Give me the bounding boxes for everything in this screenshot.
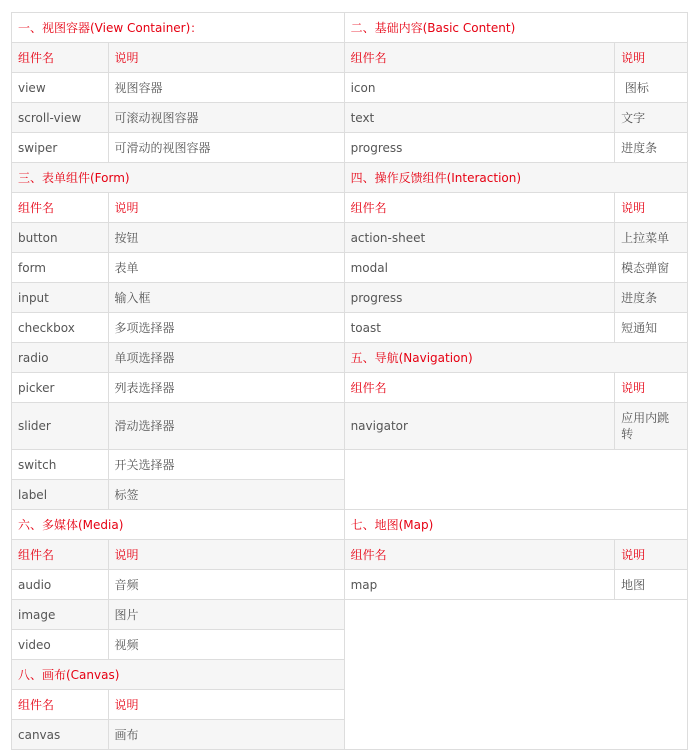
component-desc: 文字 — [615, 103, 687, 133]
component-desc: 地图 — [615, 570, 687, 600]
component-name: view — [12, 73, 108, 103]
component-desc: 可滚动视图容器 — [108, 103, 344, 133]
component-desc: 进度条 — [615, 283, 687, 313]
component-name: modal — [345, 253, 615, 283]
component-name: scroll-view — [12, 103, 108, 133]
component-name: action-sheet — [345, 223, 615, 253]
component-name: checkbox — [12, 313, 108, 343]
component-name: progress — [345, 283, 615, 313]
column-header-name: 组件名 — [345, 193, 615, 223]
table-row — [345, 133, 687, 163]
component-desc: 图片 — [108, 600, 344, 630]
component-desc: 单项选择器 — [108, 343, 344, 373]
component-name: progress — [345, 133, 615, 163]
basic-content-table — [345, 13, 687, 163]
column-header-desc: 说明 — [615, 373, 687, 403]
column-header-name: 组件名 — [345, 540, 615, 570]
component-desc: 表单 — [108, 253, 344, 283]
column-header-name: 组件名 — [12, 43, 108, 73]
component-desc: 画布 — [108, 720, 344, 750]
component-desc: 标签 — [108, 480, 344, 510]
table-row — [12, 343, 344, 373]
table-row — [345, 283, 687, 313]
component-name: navigator — [345, 403, 615, 450]
table-row — [345, 103, 687, 133]
column-header-name: 组件名 — [345, 43, 615, 73]
left-column-top — [12, 13, 345, 510]
table-row — [12, 73, 344, 103]
column-header-desc: 说明 — [108, 540, 344, 570]
component-name: audio — [12, 570, 108, 600]
component-name: text — [345, 103, 615, 133]
component-name: label — [12, 480, 108, 510]
table-row — [345, 73, 687, 103]
table-row — [345, 403, 687, 450]
component-desc: 按钮 — [108, 223, 344, 253]
view-container-table — [12, 13, 344, 163]
table-row — [12, 630, 344, 660]
section-title: 五、导航(Navigation) — [345, 343, 687, 373]
component-name: radio — [12, 343, 108, 373]
component-name: map — [345, 570, 615, 600]
table-row — [12, 313, 344, 343]
component-name: slider — [12, 403, 108, 450]
component-desc: 上拉菜单 — [615, 223, 687, 253]
column-header-name: 组件名 — [12, 690, 108, 720]
navigation-table — [345, 343, 687, 450]
table-row — [12, 283, 344, 313]
component-desc: 多项选择器 — [108, 313, 344, 343]
section-title: 三、表单组件(Form) — [12, 163, 344, 193]
table-row — [12, 403, 344, 450]
component-name: button — [12, 223, 108, 253]
component-name: image — [12, 600, 108, 630]
component-name: input — [12, 283, 108, 313]
column-header-desc: 说明 — [108, 193, 344, 223]
table-row — [12, 103, 344, 133]
column-header-name: 组件名 — [12, 193, 108, 223]
component-desc: 视频 — [108, 630, 344, 660]
column-header-name: 组件名 — [12, 540, 108, 570]
component-desc: 列表选择器 — [108, 373, 344, 403]
table-row — [12, 223, 344, 253]
section-title: 八、画布(Canvas) — [12, 660, 344, 690]
left-column-bottom — [12, 510, 345, 750]
column-header-desc: 说明 — [615, 43, 687, 73]
table-row — [12, 133, 344, 163]
table-row — [12, 253, 344, 283]
column-header-desc: 说明 — [615, 540, 687, 570]
map-table — [345, 510, 687, 600]
right-column-bottom — [344, 510, 687, 750]
component-desc: 开关选择器 — [108, 450, 344, 480]
component-desc: 输入框 — [108, 283, 344, 313]
component-desc: 应用内跳转 — [615, 403, 687, 450]
component-desc: 模态弹窗 — [615, 253, 687, 283]
component-name: form — [12, 253, 108, 283]
table-row — [12, 570, 344, 600]
component-overview-table — [11, 12, 688, 750]
component-name: swiper — [12, 133, 108, 163]
media-table — [12, 510, 344, 660]
table-row — [12, 600, 344, 630]
component-desc: 视图容器 — [108, 73, 344, 103]
component-desc: 进度条 — [615, 133, 687, 163]
component-name: picker — [12, 373, 108, 403]
section-title: 一、视图容器(View Container)： — [12, 13, 344, 43]
column-header-name: 组件名 — [345, 373, 615, 403]
component-name: toast — [345, 313, 615, 343]
table-row — [12, 480, 344, 510]
section-title: 六、多媒体(Media) — [12, 510, 344, 540]
section-title: 二、基础内容(Basic Content) — [345, 13, 687, 43]
section-title: 四、操作反馈组件(Interaction) — [345, 163, 687, 193]
right-column-top — [344, 13, 687, 510]
table-row — [12, 720, 344, 750]
form-table — [12, 163, 344, 509]
table-row — [345, 223, 687, 253]
table-row — [12, 450, 344, 480]
section-title: 七、地图(Map) — [345, 510, 687, 540]
table-row — [345, 253, 687, 283]
column-header-desc: 说明 — [108, 43, 344, 73]
interaction-table — [345, 163, 687, 343]
table-row — [345, 570, 687, 600]
table-row — [345, 313, 687, 343]
table-row — [12, 373, 344, 403]
component-name: icon — [345, 73, 615, 103]
column-header-desc: 说明 — [615, 193, 687, 223]
component-name: canvas — [12, 720, 108, 750]
component-desc: 滑动选择器 — [108, 403, 344, 450]
column-header-desc: 说明 — [108, 690, 344, 720]
component-desc: 短通知 — [615, 313, 687, 343]
component-name: video — [12, 630, 108, 660]
component-desc: 可滑动的视图容器 — [108, 133, 344, 163]
component-name: switch — [12, 450, 108, 480]
component-desc: 音频 — [108, 570, 344, 600]
canvas-table — [12, 660, 344, 749]
component-desc: 图标 — [615, 73, 687, 103]
